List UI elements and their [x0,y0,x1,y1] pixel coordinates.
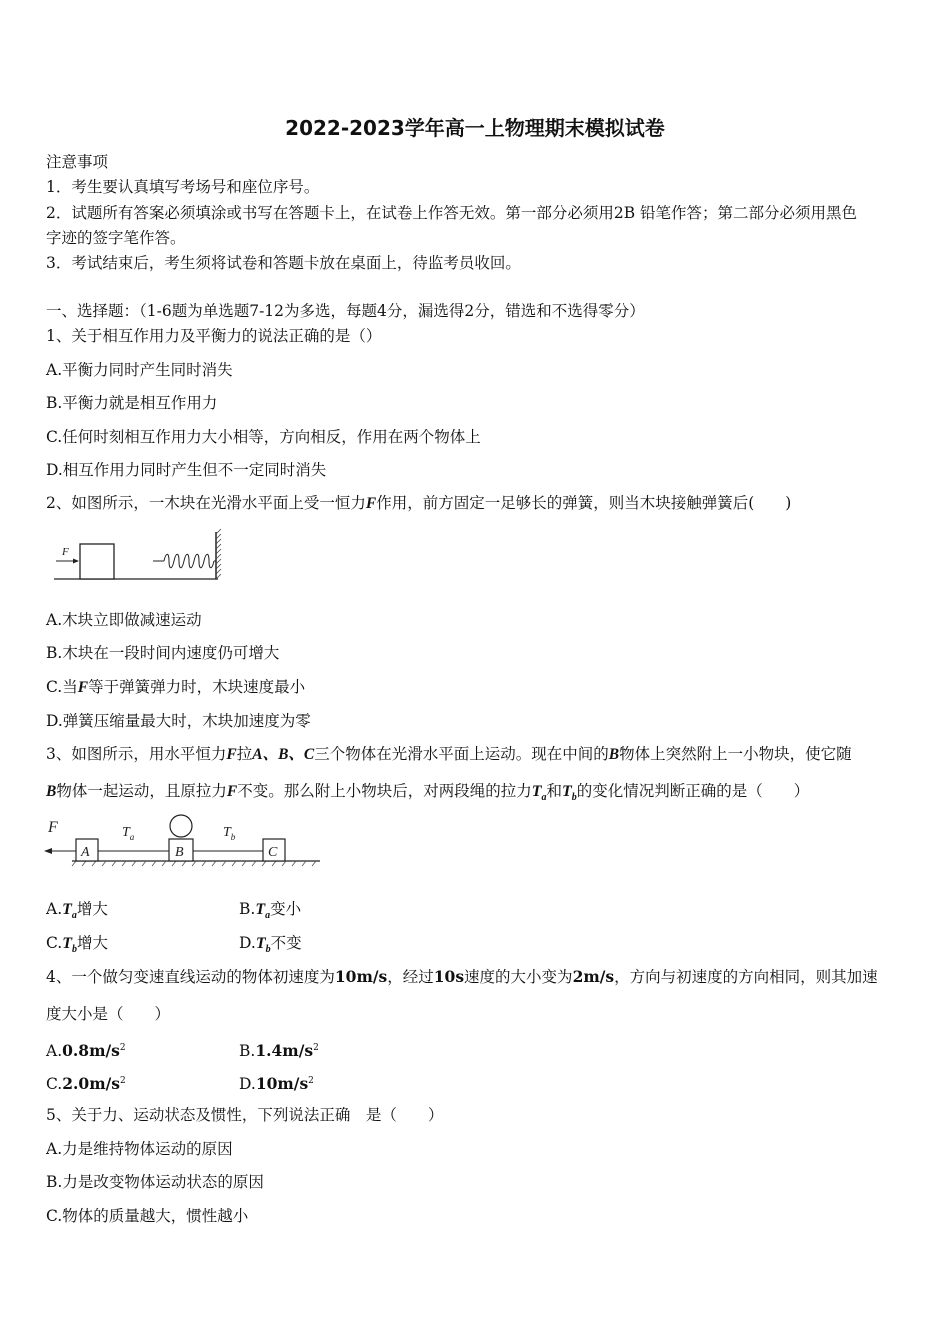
tension-symbol [62,901,77,922]
tension-letter: T [255,901,266,918]
tension-subscript: b [230,832,236,842]
object-symbol: B [46,783,57,800]
option-letter: B. [239,1042,256,1061]
wood-block [80,544,114,579]
q2-option-c [46,677,305,698]
stem-text: 4、一个做匀变速直线运动的物体初速度为 [46,968,335,986]
superscript: 2 [308,1076,314,1086]
q5-option-c: C.物体的质量越大，惯性越小 [46,1207,249,1225]
option-text: 不变 [270,934,302,952]
tension-symbol [255,901,271,922]
option-letter: C. [46,934,63,952]
notice-item: 1．考生要认真填写考场号和座位序号。 [46,178,320,196]
stem-text: ，方向与初速度的方向相同，则其加速 [614,968,878,986]
force-symbol: F [365,495,377,512]
option-text: C.当 [46,678,78,696]
spring-coils [164,554,214,568]
notice-heading: 注意事项 [46,153,109,171]
notice-item: 3．考试结束后，考生须将试卷和答题卡放在桌面上，待监考员收回。 [46,254,521,272]
q1-option-b: B.平衡力就是相互作用力 [46,394,218,412]
block-c-label: C [268,845,278,860]
stem-text: 三个物体在光滑水平面上运动。现在中间的 [314,745,609,763]
question-2-stem [46,493,791,514]
option-letter: A. [46,900,63,918]
q2-option-d: D.弹簧压缩量最大时，木块加速度为零 [46,712,311,730]
tension-subscript: b [265,944,271,956]
small-object-on-b [170,815,192,837]
stem-text: 3、如图所示，用水平恒力 [46,745,227,763]
option-value: 1.4m/s [255,1041,314,1061]
q1-option-a: A.平衡力同时产生同时消失 [46,361,233,379]
q2-option-a: A.木块立即做减速运动 [46,611,202,629]
object-symbol: B [608,746,620,763]
q2-figure-spring-block [50,528,225,588]
option-value: 10m/s [255,1074,309,1094]
stem-text: 的变化情况判断正确的是（ ） [576,782,810,800]
superscript: 2 [313,1043,319,1053]
notice-item: 字迹的签字笔作答。 [46,229,186,247]
q2-stem-text: 2、如图所示，一木块在光滑水平面上受一恒力 [46,494,366,512]
block-a-label: A [81,845,90,860]
pull-force-label: F [48,819,58,836]
option-value: 2.0m/s [62,1074,120,1094]
object-symbols: A、B、C [252,746,315,763]
stem-text: 物体一起运动，且原拉力 [56,782,227,800]
q3-option-a [46,899,108,926]
q4-option-d [239,1071,314,1094]
tension-subscript: a [71,910,77,922]
initial-velocity: 10m/s [334,967,388,986]
option-text: 增大 [77,934,109,952]
ground-hatching [72,861,316,866]
option-letter: D. [239,934,256,952]
option-letter: C. [46,1075,63,1094]
q4-option-b [239,1038,319,1061]
tension-subscript: b [72,944,78,956]
q2-stem-text: 作用，前方固定一足够长的弹簧，则当木块接触弹簧后( ) [376,494,792,512]
final-velocity: 2m/s [572,967,615,986]
option-value: 0.8m/s [62,1041,120,1061]
q4-option-a [46,1038,126,1061]
page-title: 2022-2023学年高一上物理期末模拟试卷 [285,116,665,140]
option-letter: B. [239,900,256,918]
q3-figure-three-blocks [42,812,324,870]
stem-text: 速度的大小变为 [464,968,573,986]
question-5-stem: 5、关于力、运动状态及惯性，下列说法正确 是（ ） [46,1106,444,1124]
force-symbol: F [226,783,238,800]
question-3-stem-line1 [46,744,852,765]
question-3-stem-line2 [46,781,809,808]
stem-text: ，经过 [387,968,434,986]
time-value: 10s [433,967,465,986]
tension-subscript: a [129,832,135,842]
q3-option-d [239,933,302,960]
force-arrowhead [73,559,79,564]
stem-text: 拉 [236,745,253,763]
pull-force-arrowhead [44,848,52,854]
block-b-label: B [175,845,184,860]
option-letter: D. [239,1075,256,1094]
question-4-stem-line2: 度大小是（ ） [46,1005,171,1023]
force-symbol: F [226,746,237,763]
tension-subscript: b [571,792,577,804]
force-label: F [62,546,69,558]
tension-letter: T [531,783,542,800]
tension-letter: T [223,825,231,840]
tension-subscript: a [265,910,271,922]
superscript: 2 [119,1043,126,1053]
question-1-stem: 1、关于相互作用力及平衡力的说法正确的是（） [46,327,382,345]
q1-option-d: D.相互作用力同时产生但不一定同时消失 [46,461,327,479]
q2-option-b: B.木块在一段时间内速度仍可增大 [46,644,280,662]
option-text: 等于弹簧弹力时，木块速度最小 [88,678,306,696]
tension-letter: T [122,825,130,840]
q4-option-c [46,1071,126,1094]
tension-letter: T [255,935,266,952]
q5-option-b: B.力是改变物体运动状态的原因 [46,1173,264,1191]
tension-symbol [255,935,271,956]
notice-item: 2．试题所有答案必须填涂或书写在答题卡上，在试卷上作答无效。第一部分必须用2B 铅笔作答；第二部分必须用黑色 [46,204,858,222]
stem-text: 和 [546,782,563,800]
stem-text: 不变。那么附上小物块后，对两段绳的拉力 [237,782,532,800]
q3-option-c [46,933,108,960]
tension-subscript: a [541,792,547,804]
q5-option-a: A.力是维持物体运动的原因 [46,1140,233,1158]
tension-b-symbol [562,783,577,804]
tension-b-label [223,825,236,842]
tension-letter: T [62,935,73,952]
question-4-stem-line1 [46,967,878,987]
option-text: 增大 [76,900,108,918]
option-text: 变小 [270,900,302,918]
force-symbol: F [77,679,89,696]
option-letter: A. [46,1042,63,1061]
tension-a-symbol [531,783,547,804]
tension-a-label [122,825,135,842]
tension-symbol [62,935,78,956]
section-heading: 一、选择题：（1-6题为单选题7-12为多选，每题4分，漏选得2分，错选和不选得零分） [46,302,645,320]
superscript: 2 [120,1076,126,1086]
tension-letter: T [562,783,572,800]
q1-option-c: C.任何时刻相互作用力大小相等，方向相反，作用在两个物体上 [46,428,481,446]
q3-option-b [239,899,301,926]
stem-text: 物体上突然附上一小物块，使它随 [619,745,852,763]
tension-letter: T [62,901,72,918]
